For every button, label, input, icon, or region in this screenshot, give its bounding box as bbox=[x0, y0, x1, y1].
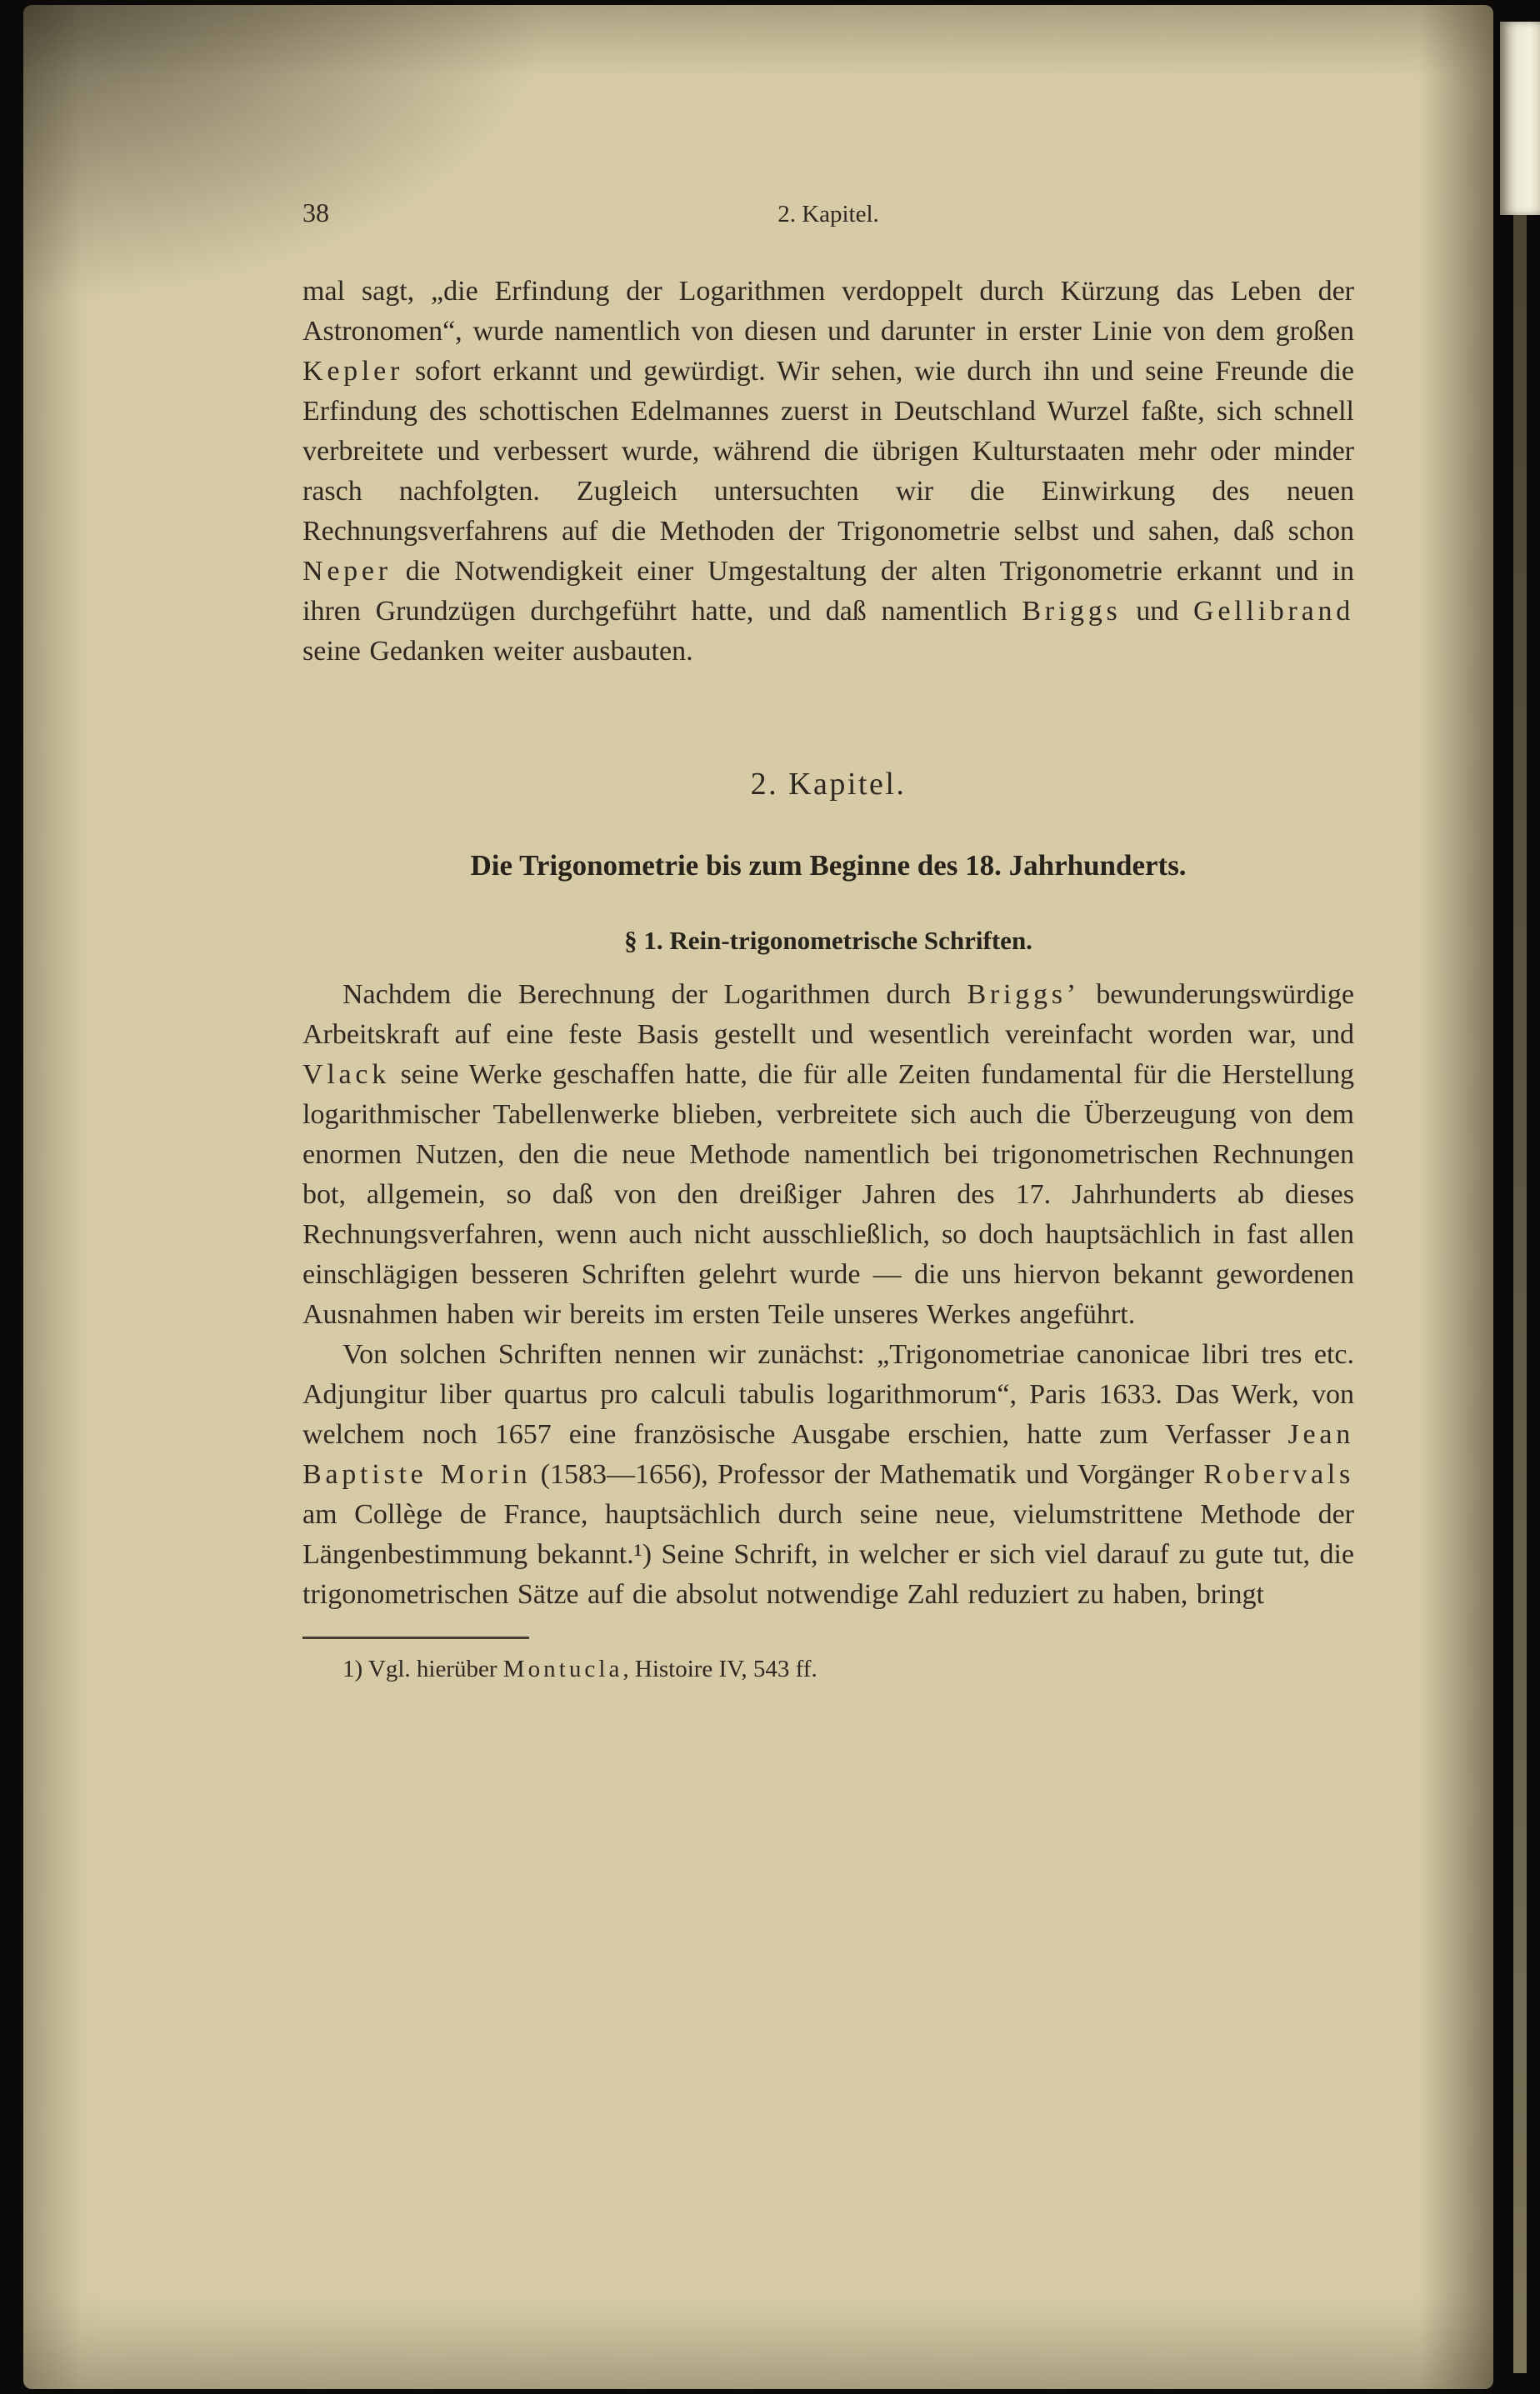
spaced-name: Gellibrand bbox=[1193, 596, 1355, 627]
spaced-name: Jean Baptiste Morin bbox=[302, 1419, 1354, 1490]
chapter-heading: 2. Kapitel. bbox=[750, 767, 907, 802]
text-run: seine Werke geschaffen hatte, die für alle Zeiten fundamental für die Herstellung logarithmischer Tabellenwerke blieben, verbreitete sich auch die Überzeugung von dem enormen Nutzen, den die neue Methode namentlich bei trigonometrischen Rechnungen bot, allgemein, so daß von den dreißiger Jahren des 17. Jahrhunderts ab dieses Rechnungsverfahren, wenn auch nicht ausschließlich, so doch hauptsächlich in fast allen einschlägigen besseren Schriften gelehrt wurde — die uns hiervon bekannt gewordenen Ausnahmen haben wir bereits im ersten Teile unseres Werkes angeführt. bbox=[302, 1059, 1354, 1330]
section-heading: § 1. Rein-trigonometrische Schriften. bbox=[624, 926, 1032, 955]
text-run: Von solchen Schriften nennen wir zunächst: „Trigonometriae canonicae libri tres etc. Adjungitur liber quartus pro calculi tabulis logarithmorum“, Paris 1633. Das Werk, von welchem noch 1657 eine französische Ausgabe erschien, hatte zum Verfasser bbox=[302, 1339, 1354, 1450]
spaced-name: Briggs bbox=[1022, 596, 1122, 627]
page-content bbox=[302, 272, 1354, 1686]
text-run: bewunderungswürdige Arbeitskraft auf eine feste Basis gestellt und wesentlich vereinfacht worden war, und bbox=[302, 979, 1354, 1050]
footnote-rule bbox=[302, 1637, 529, 1639]
spaced-name: Vlack bbox=[302, 1059, 390, 1090]
paragraph bbox=[302, 272, 1354, 672]
text-run: sofort erkannt und gewürdigt. Wir sehen, wie durch ihn und seine Freunde die Erfindung des schottischen Edelmannes zuerst in Deutschland Wurzel faßte, sich schnell verbreitete und verbessert wurde, während die übrigen Kulturstaaten mehr oder minder rasch nachfolgten. Zugleich untersuchten wir die Einwirkung des neuen Rechnungsverfahrens auf die Methoden der Trigonometrie selbst und sahen, daß schon bbox=[302, 356, 1354, 547]
text-run: am Collège de France, hauptsächlich durch seine neue, vielumstrittene Methode der Längenbestimmung bekannt.¹) Seine Schrift, in welcher er sich viel darauf zu gute tut, die trigonometrischen Sätze auf die absolut notwendige Zahl reduziert zu haben, bringt bbox=[302, 1499, 1354, 1610]
paragraph bbox=[302, 1335, 1354, 1615]
text-run: 1) Vgl. hierüber bbox=[342, 1656, 503, 1682]
page-header bbox=[302, 198, 1354, 230]
spaced-name: Robervals bbox=[1203, 1459, 1354, 1490]
spaced-name: Montucla bbox=[502, 1656, 623, 1682]
text-run: Nachdem die Berechnung der Logarithmen durch bbox=[342, 979, 968, 1010]
text-run: , Histoire IV, 543 ff. bbox=[622, 1656, 818, 1682]
text-run: die Notwendigkeit einer Umgestaltung der alten Trigonometrie erkannt und in ihren Grundzügen durchgeführt hatte, und daß namentlich bbox=[302, 556, 1354, 627]
text-block bbox=[302, 198, 1354, 1686]
running-header: 2. Kapitel. bbox=[778, 201, 879, 227]
text-run: (1583—1656), Professor der Mathematik und Vorgänger bbox=[531, 1459, 1204, 1490]
page-stack-edge bbox=[1513, 215, 1527, 2373]
text-run: mal sagt, „die Erfindung der Logarithmen verdoppelt durch Kürzung das Leben der Astronomen“, wurde namentlich von diesen und darunter in erster Linie von dem großen bbox=[302, 276, 1354, 347]
book-page bbox=[23, 5, 1493, 2389]
text-run: und bbox=[1121, 596, 1194, 627]
spaced-name: Neper bbox=[302, 556, 392, 587]
spaced-name: Kepler bbox=[302, 356, 404, 387]
facing-page-edge bbox=[1500, 22, 1540, 215]
paragraph bbox=[302, 975, 1354, 1335]
chapter-title: Die Trigonometrie bis zum Beginne des 18. Jahrhunderts. bbox=[470, 849, 1187, 882]
page-number: 38 bbox=[302, 197, 329, 227]
spaced-name: Briggs’ bbox=[967, 979, 1080, 1010]
text-run: seine Gedanken weiter ausbauten. bbox=[302, 636, 693, 667]
footnote bbox=[302, 1652, 1354, 1686]
